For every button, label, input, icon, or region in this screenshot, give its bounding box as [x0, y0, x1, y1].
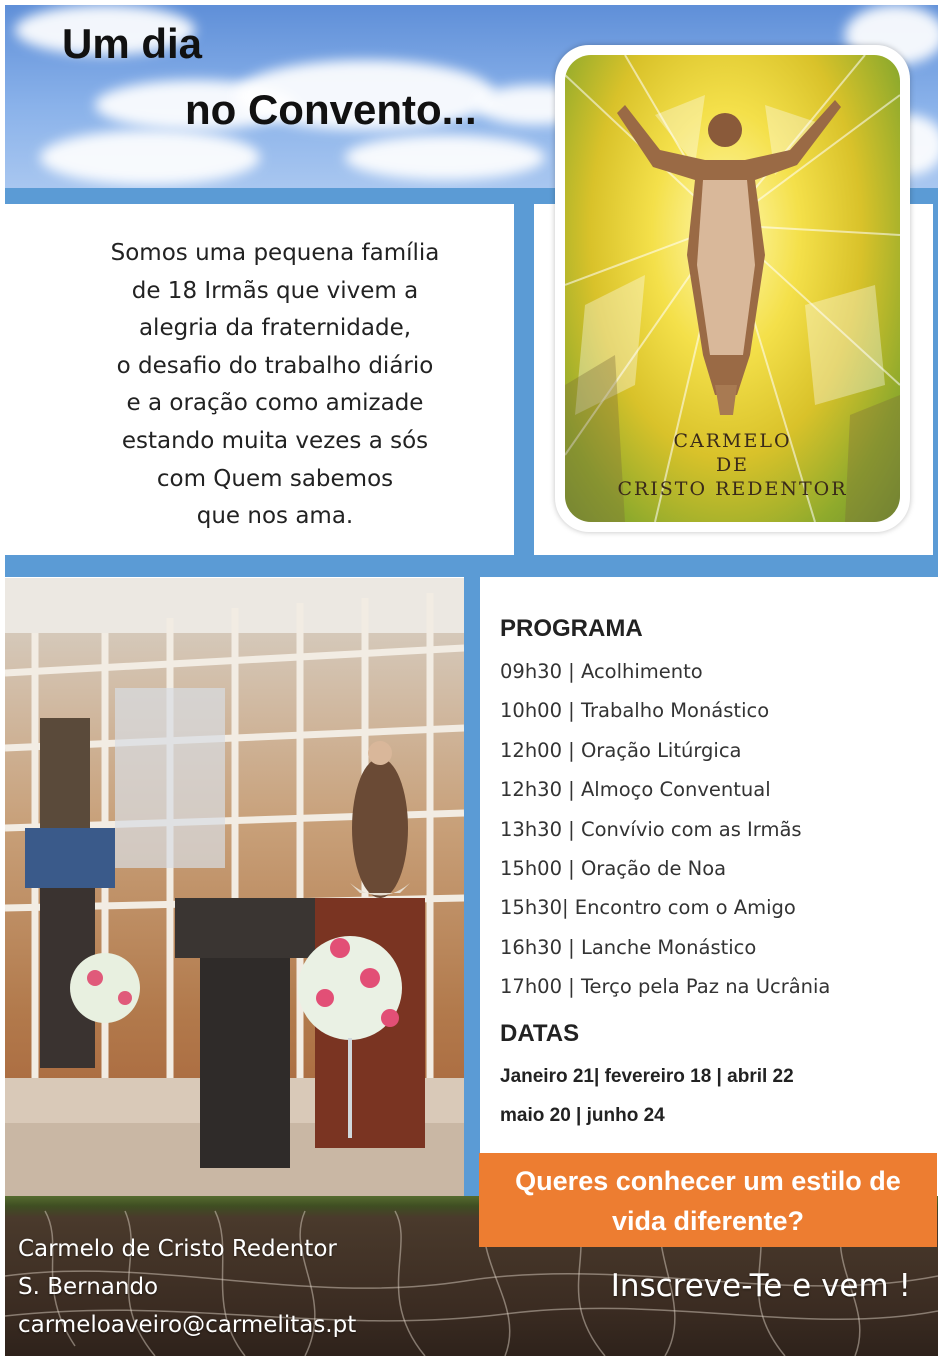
- callout-banner: [479, 1153, 937, 1247]
- program-item: 12h00 | Oração Litúrgica: [500, 738, 742, 762]
- dates-line2: maio 20 | junho 24: [500, 1105, 665, 1126]
- program-item: 15h00 | Oração de Noa: [500, 856, 727, 880]
- program-item: 15h30| Encontro com o Amigo: [500, 896, 796, 920]
- mosaic-inscription-line1: CARMELO: [673, 430, 792, 452]
- header-divider-vertical: [514, 188, 534, 558]
- callout-line1: Queres conhecer um estilo de: [515, 1166, 901, 1196]
- intro-line: estando muita vezes a sós: [121, 427, 429, 454]
- program-item: 16h30 | Lanche Monástico: [500, 935, 757, 959]
- contact-email[interactable]: carmeloaveiro@carmelitas.pt: [18, 1312, 357, 1338]
- program-list: [500, 660, 830, 1015]
- contact-place: S. Bernando: [18, 1274, 159, 1300]
- program-item: 09h30 | Acolhimento: [500, 660, 703, 683]
- intro-line: de 18 Irmãs que vivem a: [131, 277, 419, 304]
- dates-heading: DATAS: [500, 1020, 580, 1047]
- poster-title-line1: Um dia: [62, 20, 203, 67]
- intro-line: e a oração como amizade: [126, 390, 424, 417]
- intro-line: Somos uma pequena família: [110, 240, 440, 266]
- chapel-photo: [5, 578, 464, 1196]
- dates-line1: Janeiro 21| fevereiro 18 | abril 22: [500, 1066, 794, 1087]
- poster-title-line2: no Convento...: [185, 86, 477, 133]
- program-item: 10h00 | Trabalho Monástico: [500, 699, 770, 723]
- program-item: 12h30 | Almoço Conventual: [500, 778, 771, 802]
- middle-divider: [5, 555, 938, 577]
- intro-line: que nos ama.: [196, 503, 354, 530]
- mosaic-inscription-line2: DE: [715, 454, 750, 476]
- callout-line2: vida diferente?: [611, 1206, 805, 1236]
- contact-name: Carmelo de Cristo Redentor: [18, 1236, 337, 1262]
- right-edge-bar: [933, 188, 938, 558]
- intro-paragraph: [40, 235, 510, 536]
- chapel-scene: [5, 578, 464, 1196]
- intro-line: alegria da fraternidade,: [138, 315, 412, 342]
- intro-line: o desafio do trabalho diário: [116, 352, 434, 379]
- intro-line: com Quem sabemos: [156, 465, 394, 492]
- program-item: 17h00 | Terço pela Paz na Ucrânia: [500, 975, 831, 999]
- christ-mosaic-image: [565, 55, 900, 522]
- program-item: 13h30 | Convívio com as Irmãs: [500, 817, 802, 841]
- enroll-call-to-action: Inscreve-Te e vem !: [610, 1268, 911, 1304]
- photo-divider: [464, 577, 480, 1257]
- program-heading: PROGRAMA: [500, 615, 643, 642]
- mosaic-inscription-line3: CRISTO REDENTOR: [617, 478, 848, 500]
